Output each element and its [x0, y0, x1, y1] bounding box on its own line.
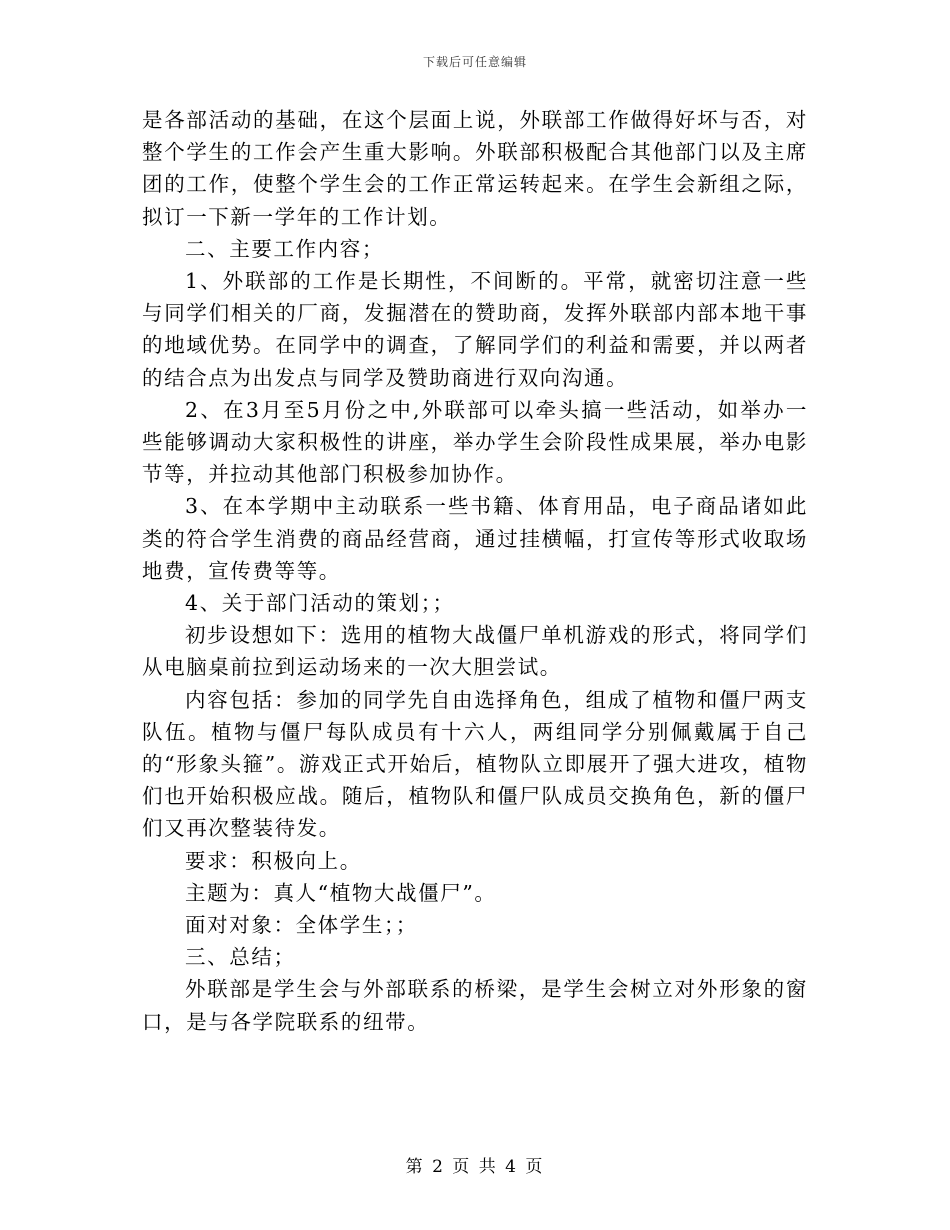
section-heading-summary: 三、总结；: [185, 945, 296, 970]
paragraph-content: 内容包括：参加的同学先自由选择角色，组成了植物和僵尸两支队伍。植物与僵尸每队成员有十六人，两组同学分别佩戴属于自己的“形象头箍”。游戏正式开始后，植物队立即展开了强大进攻，植物们也开始积极应战。随后，植物队和僵尸队成员交换角色，新的僵尸们又再次整装待发。: [142, 687, 808, 841]
paragraph-theme: 主题为：真人“植物大战僵尸”。: [185, 880, 497, 905]
paragraph-item-1: 1、外联部的工作是长期性，不间断的。平常，就密切注意一些与同学们相关的厂商，发掘潜在的赞助商，发挥外联部内部本地干事的地域优势。在同学中的调查，了解同学们的利益和需要，并以两者的结合点为出发点与同学及赞助商进行双向沟通。: [142, 269, 808, 390]
document-body: [142, 104, 808, 1038]
paragraph-item-4: 4、关于部门活动的策划；；: [185, 591, 455, 616]
paragraph-audience: 面对对象：全体学生；；: [185, 913, 418, 938]
page-number: 第 2 页 共 4 页: [405, 1157, 545, 1177]
paragraph-item-3: 3、在本学期中主动联系一些书籍、体育用品，电子商品诸如此类的符合学生消费的商品经营商，通过挂横幅，打宣传等形式收取场地费，宣传费等等。: [142, 494, 808, 583]
section-heading-main-work: 二、主要工作内容；: [185, 236, 384, 261]
paragraph-summary: 外联部是学生会与外部联系的桥梁，是学生会树立对外形象的窗口，是与各学院联系的纽带。: [142, 977, 808, 1034]
header-note: 下载后可任意编辑: [422, 55, 527, 69]
paragraph-item-2: 2、在3月至5月份之中,外联部可以牵头搞一些活动，如举办一些能够调动大家积极性的讲座，举办学生会阶段性成果展，举办电影节等，并拉动其他部门积极参加协作。: [142, 397, 808, 487]
paragraph-requirement: 要求：积极向上。: [185, 848, 362, 873]
paragraph-initial-idea: 初步设想如下：选用的植物大战僵尸单机游戏的形式，将同学们从电脑桌前拉到运动场来的一次大胆尝试。: [142, 623, 808, 680]
paragraph-continuation: 是各部活动的基础，在这个层面上说，外联部工作做得好坏与否，对整个学生的工作会产生重大影响。外联部积极配合其他部门以及主席团的工作，使整个学生会的工作正常运转起来。在学生会新组之际，拟订一下新一学年的工作计划。: [142, 108, 808, 229]
